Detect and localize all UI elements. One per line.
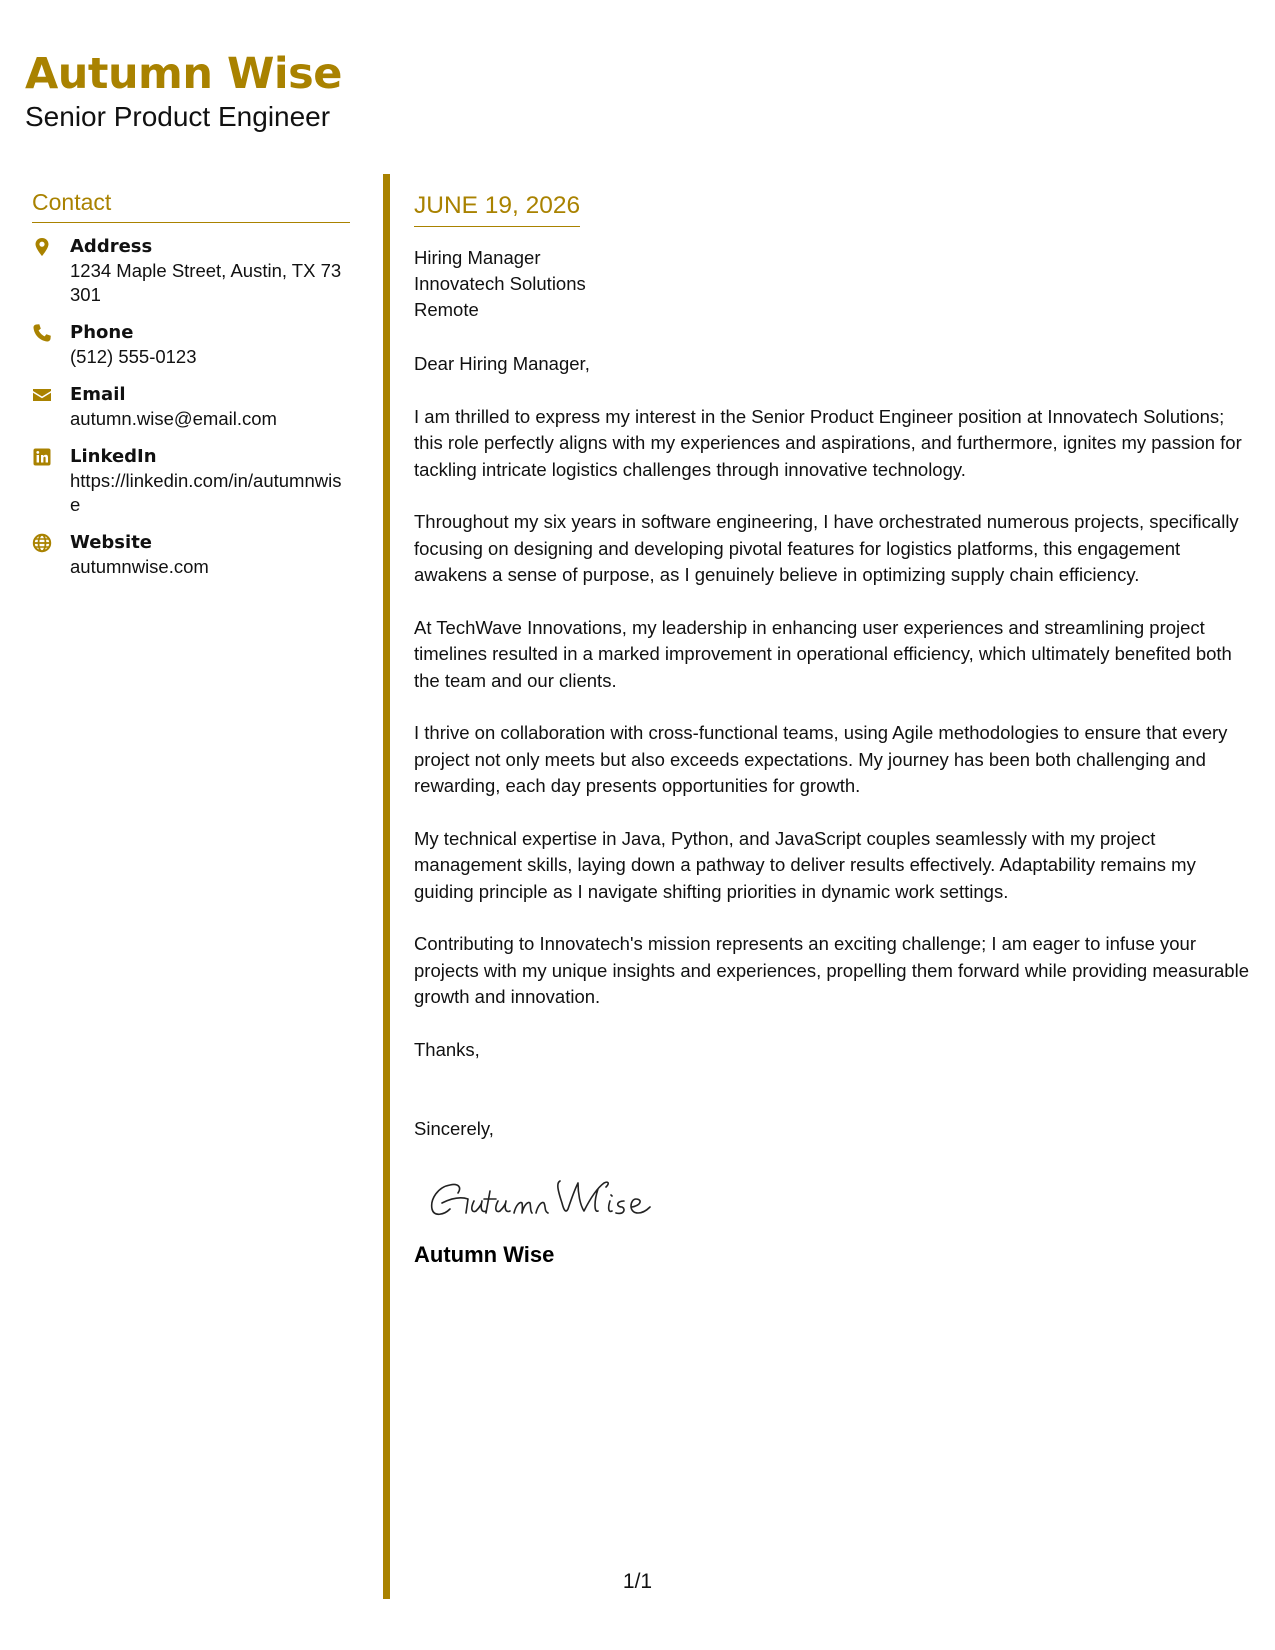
page-number: 1/1 bbox=[622, 1570, 653, 1593]
letter-body bbox=[414, 190, 1254, 1269]
job-title: Senior Product Engineer bbox=[25, 101, 331, 132]
recipient-name: Hiring Manager bbox=[414, 247, 541, 268]
email-label: Email bbox=[70, 384, 126, 405]
linkedin-label: LinkedIn bbox=[70, 446, 157, 467]
envelope-icon bbox=[32, 385, 52, 405]
contact-linkedin bbox=[32, 445, 350, 517]
salutation: Dear Hiring Manager, bbox=[414, 353, 590, 374]
phone-icon bbox=[32, 323, 52, 343]
recipient-company: Innovatech Solutions bbox=[414, 273, 586, 294]
contact-phone bbox=[32, 321, 350, 369]
contact-website bbox=[32, 531, 350, 579]
address-value: 1234 Maple Street, Austin, TX 73301 bbox=[70, 260, 342, 305]
contact-email bbox=[32, 383, 350, 431]
globe-icon bbox=[32, 533, 52, 553]
linkedin-value[interactable]: https://linkedin.com/in/autumnwise bbox=[70, 470, 342, 515]
body-paragraph: I am thrilled to express my interest in the Senior Product Engineer position at Innovatech Solutions; this role perfectly aligns with my experiences and aspirations, and furthermore, ignites my passion for tackling intricate logistics challenges through innovative technology. bbox=[414, 405, 1242, 480]
body-paragraph: I thrive on collaboration with cross-functional teams, using Agile methodologies to ensure that every project not only meets but also exceeds expectations. My journey has been both challenging and rewarding, each day presents opportunities for growth. bbox=[414, 722, 1228, 796]
recipient-location: Remote bbox=[414, 299, 479, 320]
website-value[interactable]: autumnwise.com bbox=[70, 556, 209, 577]
address-label: Address bbox=[70, 236, 153, 257]
contact-address bbox=[32, 235, 350, 307]
phone-value: (512) 555-0123 bbox=[70, 346, 197, 367]
header bbox=[25, 48, 342, 134]
contact-sidebar bbox=[32, 188, 350, 593]
handwritten-signature bbox=[428, 1173, 668, 1223]
recipient-block bbox=[414, 245, 1254, 323]
body-paragraph: Contributing to Innovatech's mission represents an exciting challenge; I am eager to infuse your projects with my unique insights and experiences, propelling them forward while providing measurable growth and innovation. bbox=[414, 933, 1249, 1007]
body-paragraph: My technical expertise in Java, Python, and JavaScript couples seamlessly with my project management skills, laying down a pathway to deliver results effectively. Adaptability remains my guiding principle as I navigate shifting priorities in dynamic work settings. bbox=[414, 827, 1196, 902]
email-value: autumn.wise@email.com bbox=[70, 408, 277, 429]
contact-section-title: Contact bbox=[32, 188, 350, 223]
applicant-name: Autumn Wise bbox=[25, 49, 342, 99]
signoff-name: Autumn Wise bbox=[414, 1241, 555, 1267]
vertical-divider bbox=[383, 174, 390, 1599]
body-paragraph: Throughout my six years in software engineering, I have orchestrated numerous projects, specifically focusing on designing and developing pivotal features for logistics platforms, this engagement awakens a sense of purpose, as I genuinely believe in optimizing supply chain efficiency. bbox=[414, 511, 1239, 585]
body-paragraph: At TechWave Innovations, my leadership in enhancing user experiences and streamlining project timelines resulted in a marked improvement in operational efficiency, which ultimately benefited both the team and our clients. bbox=[414, 616, 1232, 691]
letter-date: JUNE 19, 2026 bbox=[414, 190, 580, 227]
closing-sincerely: Sincerely, bbox=[414, 1118, 494, 1139]
website-label: Website bbox=[70, 532, 153, 553]
linkedin-icon bbox=[32, 447, 52, 467]
phone-label: Phone bbox=[70, 322, 134, 343]
closing-thanks: Thanks, bbox=[414, 1038, 480, 1060]
map-pin-icon bbox=[32, 237, 52, 257]
